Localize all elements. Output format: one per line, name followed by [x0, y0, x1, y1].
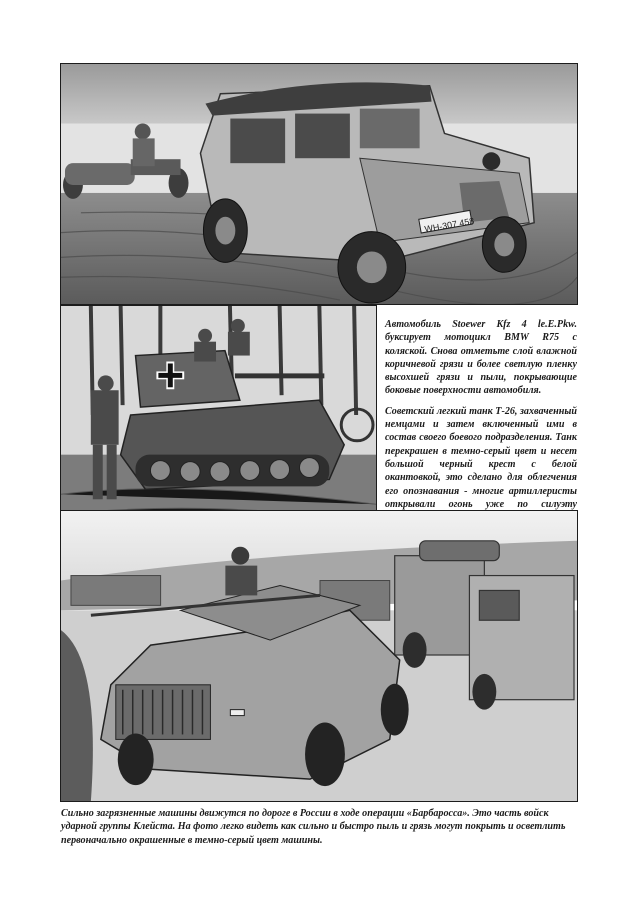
bottom-caption: [61, 807, 581, 854]
armored-car-convoy-photo: [61, 511, 577, 801]
license-plate: WH-307 458: [423, 215, 476, 235]
photo-bottom: [60, 510, 578, 802]
caption-barbarossa-convoy: Сильно загрязненные машины движутся по дороге в России в ходе операции «Барбаросса». Это часть войск ударной группы Клейста. На фото легко видеть как сильно и быстро пыль и грязь могут покрыть и осветлить первоначально окрашенные в темно-серый цвет машины.: [61, 808, 566, 846]
caption-staff-car: Автомобиль Stoewer Kfz 4 le.E.Pkw. буксирует мотоцикл BMW R75 с коляской. Снова отметьте слой влажной коричневой грязи и более светлую пленку высохшей грязи и пыли, покрывающие боковые поверхности автомобиля.: [385, 319, 577, 397]
photo-top: [60, 63, 578, 305]
photo-middle: [60, 305, 377, 530]
staff-car-photo: [61, 64, 577, 304]
caption-t26-tank: Советский легкий танк Т-26, захваченный немцами и затем включенный ими в состав своего боевого подразделения. Танк перекрашен в темно-серый цвет и несет большой черный крест с белой окантовкой, это сделано для облегчения его опознавания - многие артиллеристы открывали огонь уже по силуэту: [385, 405, 577, 510]
captured-tank-photo: [61, 306, 376, 529]
